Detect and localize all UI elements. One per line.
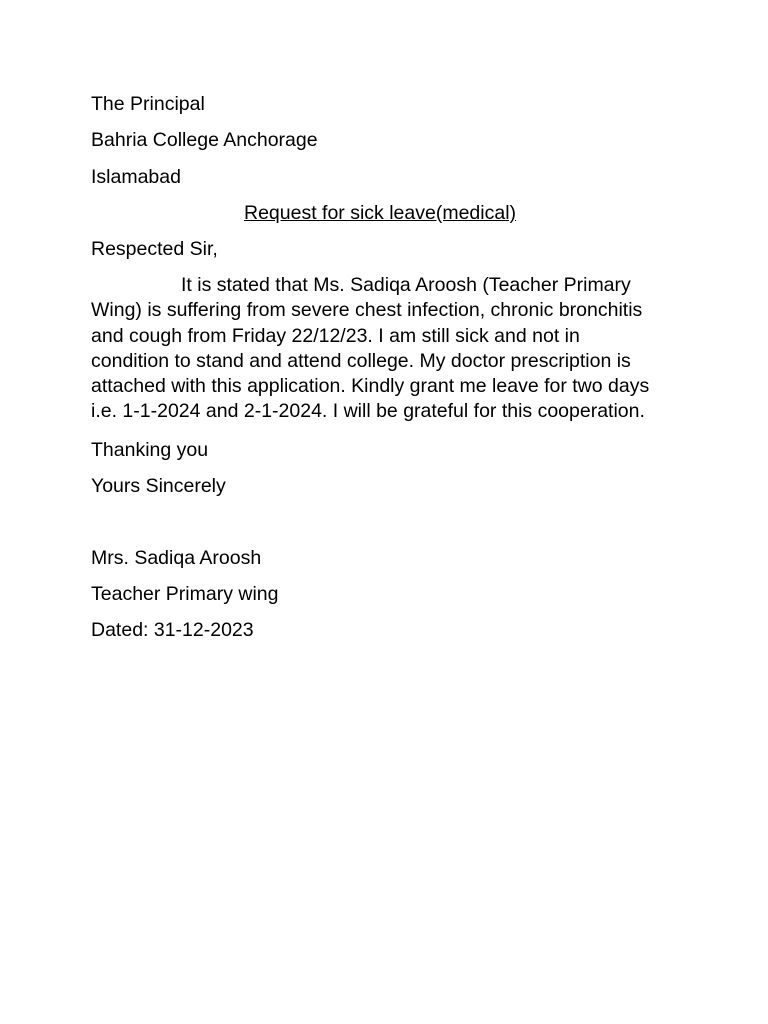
- body-line-1: It is stated that Ms. Sadiqa Aroosh (Teacher Primary: [181, 274, 631, 296]
- thanks-line: Thanking you: [91, 439, 209, 461]
- body-line-6: i.e. 1-1-2024 and 2-1-2024. I will be grateful for this cooperation.: [91, 400, 645, 423]
- subject-heading: [244, 201, 516, 225]
- institution-line: Bahria College Anchorage: [91, 129, 318, 151]
- recipient-line: The Principal: [91, 93, 205, 115]
- body-paragraph: [91, 273, 681, 425]
- body-line-4: condition to stand and attend college. My doctor prescription is: [91, 349, 631, 372]
- signer-name: Mrs. Sadiqa Aroosh: [91, 547, 262, 569]
- sign-off-line: Yours Sincerely: [91, 475, 226, 497]
- letter-date: Dated: 31-12-2023: [91, 619, 254, 641]
- city-line: Islamabad: [91, 166, 181, 188]
- body-line-5: attached with this application. Kindly grant me leave for two days: [91, 375, 650, 398]
- signer-designation: Teacher Primary wing: [91, 583, 279, 605]
- salutation: Respected Sir,: [91, 238, 218, 260]
- subject-text: Request for sick leave(medical): [244, 202, 517, 224]
- body-line-3: and cough from Friday 22/12/23. I am still sick and not in: [91, 324, 580, 347]
- body-line-2: Wing) is suffering from severe chest infection, chronic bronchitis: [91, 299, 643, 322]
